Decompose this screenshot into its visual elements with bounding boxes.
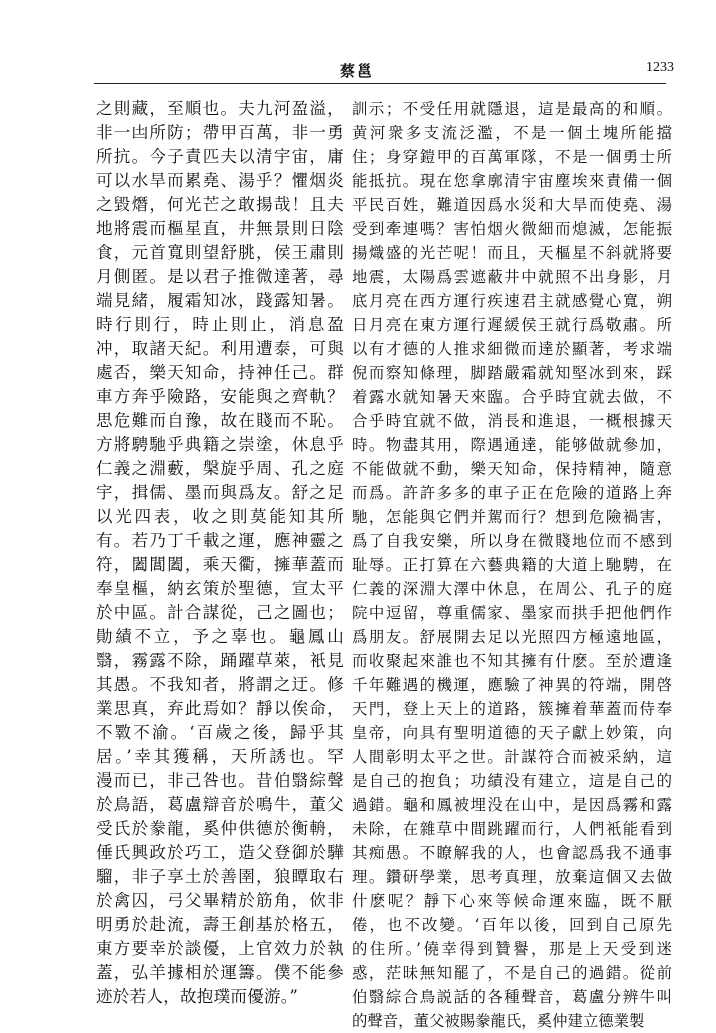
classical-text-line: 方將騁馳乎典籍之崇塗，休息乎 [96, 435, 344, 454]
classical-text-line: 明勇於赴流，壽王創基於格五， [96, 915, 344, 934]
classical-text-line: 有。若乃丁千載之運，應神靈之 [96, 531, 344, 550]
classical-text-line: 迹於若人，故抱璞而優游。” [96, 987, 299, 1006]
classical-text-line: 居。’幸其獲稱，天所誘也。罕 [96, 747, 344, 766]
translation-line: 其痴愚。不瞭解我的人，也會認爲我不通事 [352, 844, 672, 862]
translation-line: 人間彰明太平之世。計謀符合而被采納，這 [352, 748, 672, 766]
translation-line: 爲了自我安樂，所以身在微賤地位而不感到 [352, 532, 672, 550]
translation-line: 黄河衆多支流泛濫，不是一個土塊所能擋 [352, 124, 672, 142]
translation-line: 而收聚起來誰也不知其擁有什麽。至於遭逢 [352, 652, 672, 670]
translation-line: 什麽呢？靜下心來等候命運來臨，既不厭 [352, 892, 672, 910]
classical-text-line: 可以水旱而累堯、湯乎？懼烟炎 [96, 171, 344, 190]
classical-text-line: 符，闔閶闔，乘天衢，擁華蓋而 [96, 555, 344, 574]
classical-text-line: 翳，霧露不除，踊躍草萊，衹見 [96, 651, 344, 670]
classical-text-line: 騮，非子享土於善圉，狼瞫取右 [96, 867, 344, 886]
translation-line: 不能做就不動，樂天知命，保持精神，隨意 [352, 460, 672, 478]
classical-text-line: 倕氏興政於巧工，造父登御於驊 [96, 843, 344, 862]
classical-text-line: 處否，樂天知命，持神任己。群 [96, 363, 344, 382]
classical-text-line: 勛績不立，予之辜也。龜鳳山 [96, 627, 344, 646]
classical-text-line: 於禽囚，弓父畢精於筋角，佽非 [96, 891, 344, 910]
translation-line: 天門，登上天上的道路，簇擁着華蓋而侍奉 [352, 700, 672, 718]
classical-text-line: 其愚。不我知者，將謂之迂。修 [96, 675, 344, 694]
running-head: 蔡邕 [340, 62, 375, 80]
translation-line: 耻辱。正打算在六藝典籍的大道上馳騁，在 [352, 556, 672, 574]
classical-text-line: 地將震而樞星直，井無景則日陰 [96, 219, 344, 238]
classical-text-line: 冲，取諸天紀。利用遭泰，可與 [96, 339, 344, 358]
page-header [0, 0, 716, 86]
translation-line: 的聲音，董父被賜豢龍氏，奚仲建立德業製 [352, 1012, 645, 1030]
translation-line: 馳，怎能與它們并駕而行？想到危險禍害， [352, 508, 672, 526]
classical-text-line: 宇，揖儒、墨而與爲友。舒之足 [96, 483, 344, 502]
translation-line: 倪而察知條理，脚踏嚴霜就知堅冰到來，踩 [352, 364, 672, 382]
classical-text-line: 思危難而自豫，故在賤而不恥。 [96, 411, 344, 430]
translation-line: 仁義的深淵大澤中休息，在周公、孔子的庭 [352, 580, 672, 598]
classical-text-line: 不斁不渝。‘百歲之後，歸乎其 [96, 723, 344, 742]
translation-line: 以有才德的人推求細微而達於顯著，考求端 [352, 340, 672, 358]
classical-text-line: 車方奔乎險路，安能與之齊軌？ [96, 387, 344, 406]
header-rule [94, 83, 666, 84]
translation-line: 倦，也不改變。‘百年以後，回到自己原先 [352, 916, 672, 934]
classical-text-line: 所抗。今子責匹夫以清宇宙，庸 [96, 147, 344, 166]
translation-line: 住；身穿鎧甲的百萬軍隊，不是一個勇士所 [352, 148, 672, 166]
translation-line: 理。鑽研學業，思考真理，放棄這個又去做 [352, 868, 672, 886]
classical-text-line: 於鳥語，葛盧辯音於鳴牛，董父 [96, 795, 344, 814]
translation-line: 訓示；不受任用就隱退，這是最高的和順。 [352, 100, 672, 118]
translation-line: 平民百姓，難道因爲水災和大旱而使堯、湯 [352, 196, 672, 214]
classical-text-line: 食，元首寬則望舒朓，侯王肅則 [96, 243, 344, 262]
classical-text-line: 漫而已，非己咎也。昔伯翳綜聲 [96, 771, 344, 790]
translation-line: 千年難遇的機運，應驗了神異的符端，開啓 [352, 676, 672, 694]
classical-text-line: 月側匿。是以君子推微達著，尋 [96, 267, 344, 286]
classical-text-line: 之毀熸，何光芒之敢揚哉！且夫 [96, 195, 344, 214]
classical-text-line: 奉皇樞，納玄策於聖德，宣太平 [96, 579, 344, 598]
classical-text-line: 東方要幸於談優，上官效力於執 [96, 939, 344, 958]
classical-text-column [96, 97, 344, 1009]
translation-line: 能抵抗。現在您拿廓清宇宙塵埃來責備一個 [352, 172, 672, 190]
classical-text-line: 於中區。計合謀從，己之圖也； [96, 603, 344, 622]
translation-line: 未除，在雜草中間跳躍而行，人們衹能看到 [352, 820, 672, 838]
translation-line: 日月亮在東方運行遲緩侯王就行爲敬肅。所 [352, 316, 672, 334]
translation-line: 而爲。許許多多的車子正在危險的道路上奔 [352, 484, 672, 502]
classical-text-line: 受氏於豢龍，奚仲供德於衡輈， [96, 819, 344, 838]
page-number: 1233 [646, 60, 674, 75]
classical-text-line: 之則藏，至順也。夫九河盈溢， [96, 99, 344, 118]
translation-line: 揚熾盛的光芒呢！而且，天樞星不斜就將要 [352, 244, 672, 262]
classical-text-line: 仁義之淵藪，槃旋乎周、孔之庭 [96, 459, 344, 478]
translation-line: 地震，太陽爲雲遮蔽井中就照不出身影，月 [352, 268, 672, 286]
translation-line: 過錯。龜和鳳被埋没在山中，是因爲霧和露 [352, 796, 672, 814]
translation-line: 是自己的抱負；功績没有建立，這是自己的 [352, 772, 672, 790]
classical-text-line: 非一凷所防；帶甲百萬，非一勇 [96, 123, 344, 142]
translation-line: 底月亮在西方運行疾速君主就感覺心寬，朔 [352, 292, 672, 310]
translation-line: 着露水就知暑天來臨。合乎時宜就去做，不 [352, 388, 672, 406]
translation-line: 皇帝，向具有聖明道德的天子獻上妙策，向 [352, 724, 672, 742]
translation-line: 伯翳綜合鳥説話的各種聲音，葛盧分辨牛叫 [352, 988, 672, 1006]
translation-line: 惑，茫昧無知罷了，不是自己的過錯。從前 [352, 964, 672, 982]
classical-text-line: 時行則行，時止則止，消息盈 [96, 315, 344, 334]
translation-line: 院中逗留，尊重儒家、墨家而拱手把他們作 [352, 604, 672, 622]
classical-text-line: 蓋，弘羊據相於運籌。僕不能參 [96, 963, 344, 982]
translation-line: 爲朋友。舒展開去足以光照四方極遠地區， [352, 628, 672, 646]
translation-column [352, 97, 672, 1033]
classical-text-line: 以光四表，收之則莫能知其所 [96, 507, 344, 526]
translation-line: 的住所。’僥幸得到贊譽，那是上天受到迷 [352, 940, 672, 958]
translation-line: 合乎時宜就不做，消長和進退，一概根據天 [352, 412, 672, 430]
translation-line: 受到牽連嗎？害怕烟火微細而熄滅，怎能振 [352, 220, 672, 238]
translation-line: 時。物盡其用，際遇通達，能够做就參加， [352, 436, 672, 454]
classical-text-line: 業思真，弃此焉如？靜以俟命， [96, 699, 344, 718]
classical-text-line: 端見緒，履霜知冰，踐露知暑。 [96, 291, 344, 310]
